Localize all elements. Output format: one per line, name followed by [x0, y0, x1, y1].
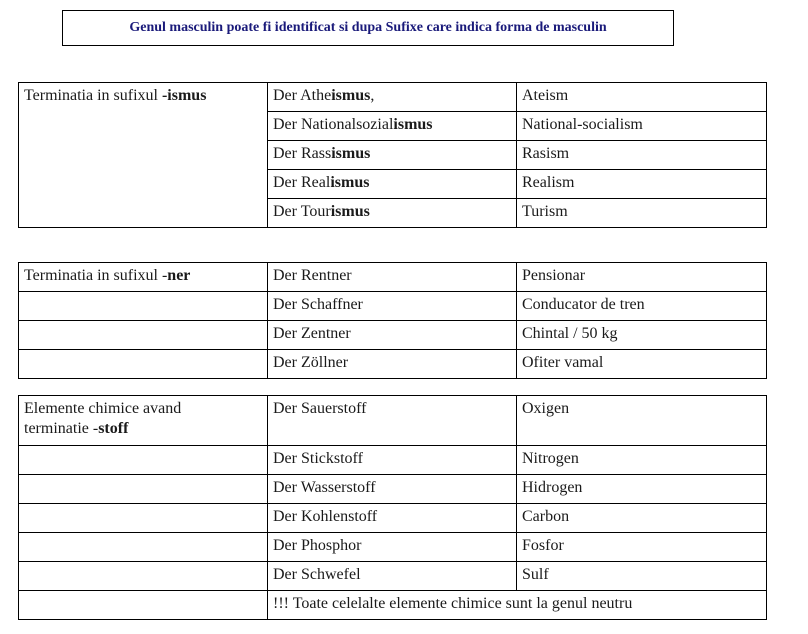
romanian-translation: Chintal / 50 kg	[517, 321, 767, 350]
suffix-highlight: ismus	[331, 145, 371, 162]
romanian-translation: Oxigen	[517, 396, 767, 446]
romanian-translation: Fosfor	[517, 533, 767, 562]
german-word	[268, 170, 517, 199]
romanian-translation: National-socialism	[517, 112, 767, 141]
table-ner	[18, 262, 767, 379]
german-word	[268, 141, 517, 170]
empty-cell	[19, 350, 268, 379]
suffix-highlight: ismus	[393, 116, 433, 133]
german-word: Der Zentner	[268, 321, 517, 350]
table-ismus	[18, 82, 767, 228]
suffix-highlight: ismus	[330, 203, 370, 220]
category-label-text: Elemente chimice avand	[24, 400, 182, 417]
note-neutral-gender: !!! Toate celelalte elemente chimice sunt la genul neutru	[268, 591, 767, 620]
table-row	[19, 292, 767, 321]
german-word: Der Zöllner	[268, 350, 517, 379]
german-word	[268, 83, 517, 112]
empty-cell	[19, 446, 268, 475]
empty-cell	[19, 533, 268, 562]
romanian-translation: Realism	[517, 170, 767, 199]
word-rest: ,	[370, 87, 375, 104]
romanian-translation: Turism	[517, 199, 767, 228]
suffix-highlight: ismus	[330, 174, 370, 191]
german-word: Der Schwefel	[268, 562, 517, 591]
table-row	[19, 591, 767, 620]
word-stem: Der Real	[273, 174, 331, 191]
table-row	[19, 446, 767, 475]
suffix-highlight: ner	[167, 267, 191, 284]
table-row	[19, 83, 767, 112]
table-row	[19, 321, 767, 350]
suffix-highlight: -ismus	[161, 87, 207, 104]
romanian-translation: Carbon	[517, 504, 767, 533]
empty-cell	[19, 591, 268, 620]
empty-cell	[19, 475, 268, 504]
german-word	[268, 112, 517, 141]
romanian-translation: Hidrogen	[517, 475, 767, 504]
word-stem: Der Nationalsozial	[273, 116, 394, 133]
category-label-text: Terminatia in sufixul	[24, 87, 162, 104]
table-row	[19, 562, 767, 591]
romanian-translation: Sulf	[517, 562, 767, 591]
romanian-translation: Rasism	[517, 141, 767, 170]
word-stem: Der Athe	[273, 87, 332, 104]
suffix-highlight: stoff	[98, 420, 129, 437]
romanian-translation: Conducator de tren	[517, 292, 767, 321]
german-word: Der Rentner	[268, 263, 517, 292]
german-word: Der Wasserstoff	[268, 475, 517, 504]
table-row	[19, 396, 767, 446]
table-row	[19, 350, 767, 379]
german-word: Der Stickstoff	[268, 446, 517, 475]
table-row	[19, 533, 767, 562]
empty-cell	[19, 292, 268, 321]
table-row	[19, 504, 767, 533]
empty-cell	[19, 321, 268, 350]
romanian-translation: Nitrogen	[517, 446, 767, 475]
page-title: Genul masculin poate fi identificat si dupa Sufixe care indica forma de masculin	[62, 10, 674, 46]
romanian-translation: Ateism	[517, 83, 767, 112]
table-row	[19, 475, 767, 504]
german-word	[268, 199, 517, 228]
category-label-text: Terminatia in sufixul -	[24, 267, 168, 284]
category-label-text: terminatie -	[24, 420, 99, 437]
table-row	[19, 263, 767, 292]
german-word: Der Phosphor	[268, 533, 517, 562]
empty-cell	[19, 562, 268, 591]
category-label-stoff	[19, 396, 268, 446]
empty-cell	[19, 504, 268, 533]
table-stoff	[18, 395, 767, 620]
romanian-translation: Pensionar	[517, 263, 767, 292]
category-label-ismus	[19, 83, 268, 228]
german-word: Der Schaffner	[268, 292, 517, 321]
romanian-translation: Ofiter vamal	[517, 350, 767, 379]
suffix-highlight: ismus	[331, 87, 371, 104]
category-label-ner	[19, 263, 268, 292]
german-word: Der Kohlenstoff	[268, 504, 517, 533]
word-stem: Der Tour	[273, 203, 331, 220]
word-stem: Der Rass	[273, 145, 332, 162]
german-word: Der Sauerstoff	[268, 396, 517, 446]
